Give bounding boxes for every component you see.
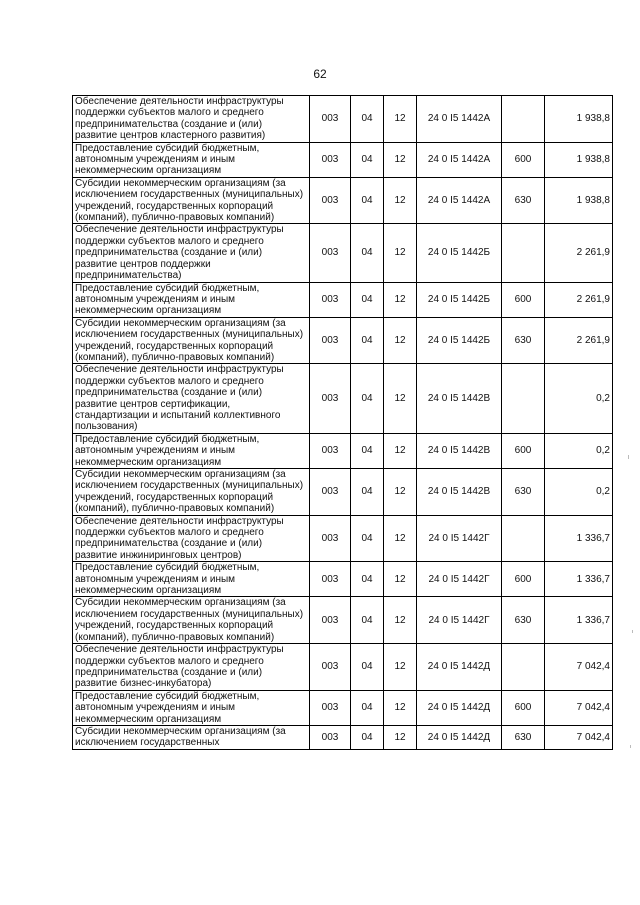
table-row xyxy=(73,469,613,516)
table-row xyxy=(73,224,613,282)
row-ved-cell: 003 xyxy=(310,433,351,468)
table-row xyxy=(73,177,613,224)
row-rz-cell: 04 xyxy=(351,597,384,644)
row-rz-cell: 04 xyxy=(351,317,384,364)
row-name-cell: Субсидии некоммерческим организациям (за исключением государственных (муниципальных) учреждений, государственных корпораций (компаний), публично-правовых компаний) xyxy=(73,177,310,224)
row-name-cell: Субсидии некоммерческим организациям (за исключением государственных (муниципальных) учреждений, государственных корпораций (компаний), публично-правовых компаний) xyxy=(73,597,310,644)
row-rz-cell: 04 xyxy=(351,644,384,691)
row-sum-cell: 1 938,8 xyxy=(545,142,613,177)
table-row xyxy=(73,142,613,177)
row-rz-cell: 04 xyxy=(351,142,384,177)
row-ved-cell: 003 xyxy=(310,364,351,433)
row-sum-cell: 2 261,9 xyxy=(545,317,613,364)
row-csr-cell: 24 0 I5 1442Г xyxy=(417,515,502,562)
table-row xyxy=(73,364,613,433)
row-csr-cell: 24 0 I5 1442Б xyxy=(417,224,502,282)
row-vr-cell xyxy=(502,96,545,143)
row-csr-cell: 24 0 I5 1442Г xyxy=(417,562,502,597)
row-csr-cell: 24 0 I5 1442Б xyxy=(417,317,502,364)
row-rz-cell: 04 xyxy=(351,469,384,516)
row-sum-cell: 7 042,4 xyxy=(545,644,613,691)
row-pr-cell: 12 xyxy=(384,597,417,644)
row-csr-cell: 24 0 I5 1442Д xyxy=(417,725,502,749)
row-sum-cell: 1 938,8 xyxy=(545,177,613,224)
row-pr-cell: 12 xyxy=(384,224,417,282)
row-vr-cell: 630 xyxy=(502,469,545,516)
scan-mark xyxy=(628,455,629,459)
row-vr-cell xyxy=(502,644,545,691)
row-vr-cell: 600 xyxy=(502,690,545,725)
table-row xyxy=(73,317,613,364)
row-sum-cell: 1 336,7 xyxy=(545,562,613,597)
row-vr-cell: 600 xyxy=(502,562,545,597)
row-name-cell: Обеспечение деятельности инфраструктуры поддержки субъектов малого и среднего предпринимательства (создание и (или) развитие инжиниринговых центров) xyxy=(73,515,310,562)
row-sum-cell: 1 938,8 xyxy=(545,96,613,143)
row-sum-cell: 1 336,7 xyxy=(545,597,613,644)
row-name-cell: Предоставление субсидий бюджетным, автономным учреждениям и иным некоммерческим организациям xyxy=(73,562,310,597)
table-row xyxy=(73,515,613,562)
row-csr-cell: 24 0 I5 1442А xyxy=(417,142,502,177)
row-csr-cell: 24 0 I5 1442В xyxy=(417,469,502,516)
row-ved-cell: 003 xyxy=(310,469,351,516)
row-pr-cell: 12 xyxy=(384,96,417,143)
row-ved-cell: 003 xyxy=(310,644,351,691)
scan-mark xyxy=(632,630,633,633)
row-sum-cell: 0,2 xyxy=(545,364,613,433)
row-sum-cell: 7 042,4 xyxy=(545,690,613,725)
row-pr-cell: 12 xyxy=(384,364,417,433)
table-row xyxy=(73,96,613,143)
table-row xyxy=(73,644,613,691)
row-rz-cell: 04 xyxy=(351,690,384,725)
table-row xyxy=(73,690,613,725)
row-vr-cell xyxy=(502,224,545,282)
row-ved-cell: 003 xyxy=(310,282,351,317)
table-row xyxy=(73,433,613,468)
row-name-cell: Обеспечение деятельности инфраструктуры поддержки субъектов малого и среднего предпринимательства (создание и (или) развитие бизнес-инкубатора) xyxy=(73,644,310,691)
row-vr-cell: 630 xyxy=(502,597,545,644)
row-vr-cell: 600 xyxy=(502,282,545,317)
row-sum-cell: 1 336,7 xyxy=(545,515,613,562)
row-rz-cell: 04 xyxy=(351,177,384,224)
row-csr-cell: 24 0 I5 1442В xyxy=(417,364,502,433)
row-rz-cell: 04 xyxy=(351,562,384,597)
row-ved-cell: 003 xyxy=(310,317,351,364)
scan-mark xyxy=(630,745,631,748)
row-sum-cell: 0,2 xyxy=(545,433,613,468)
row-pr-cell: 12 xyxy=(384,690,417,725)
row-sum-cell: 2 261,9 xyxy=(545,282,613,317)
row-ved-cell: 003 xyxy=(310,96,351,143)
row-sum-cell: 7 042,4 xyxy=(545,725,613,749)
row-csr-cell: 24 0 I5 1442Д xyxy=(417,644,502,691)
row-pr-cell: 12 xyxy=(384,515,417,562)
table-row xyxy=(73,282,613,317)
row-rz-cell: 04 xyxy=(351,282,384,317)
row-pr-cell: 12 xyxy=(384,282,417,317)
table-row xyxy=(73,597,613,644)
row-vr-cell xyxy=(502,515,545,562)
row-pr-cell: 12 xyxy=(384,644,417,691)
row-pr-cell: 12 xyxy=(384,725,417,749)
row-sum-cell: 0,2 xyxy=(545,469,613,516)
row-name-cell: Обеспечение деятельности инфраструктуры поддержки субъектов малого и среднего предпринимательства (создание и (или) развитие центров сертификации, стандартизации и испытаний коллективного пользования) xyxy=(73,364,310,433)
page-number: 62 xyxy=(313,67,327,81)
row-pr-cell: 12 xyxy=(384,177,417,224)
row-vr-cell xyxy=(502,364,545,433)
row-ved-cell: 003 xyxy=(310,597,351,644)
row-csr-cell: 24 0 I5 1442А xyxy=(417,177,502,224)
row-name-cell: Предоставление субсидий бюджетным, автономным учреждениям и иным некоммерческим организациям xyxy=(73,282,310,317)
row-ved-cell: 003 xyxy=(310,224,351,282)
row-pr-cell: 12 xyxy=(384,317,417,364)
row-pr-cell: 12 xyxy=(384,433,417,468)
row-ved-cell: 003 xyxy=(310,562,351,597)
row-name-cell: Предоставление субсидий бюджетным, автономным учреждениям и иным некоммерческим организациям xyxy=(73,142,310,177)
table-row xyxy=(73,562,613,597)
row-name-cell: Предоставление субсидий бюджетным, автономным учреждениям и иным некоммерческим организациям xyxy=(73,690,310,725)
row-vr-cell: 630 xyxy=(502,177,545,224)
row-ved-cell: 003 xyxy=(310,177,351,224)
row-vr-cell: 630 xyxy=(502,725,545,749)
row-vr-cell: 630 xyxy=(502,317,545,364)
row-csr-cell: 24 0 I5 1442Д xyxy=(417,690,502,725)
row-vr-cell: 600 xyxy=(502,433,545,468)
budget-table xyxy=(72,95,613,750)
row-csr-cell: 24 0 I5 1442В xyxy=(417,433,502,468)
row-name-cell: Субсидии некоммерческим организациям (за исключением государственных (муниципальных) учреждений, государственных корпораций (компаний), публично-правовых компаний) xyxy=(73,469,310,516)
row-name-cell: Субсидии некоммерческим организациям (за исключением государственных (муниципальных) учреждений, государственных корпораций (компаний), публично-правовых компаний) xyxy=(73,317,310,364)
row-name-cell: Субсидии некоммерческим организациям (за исключением государственных xyxy=(73,725,310,749)
row-csr-cell: 24 0 I5 1442А xyxy=(417,96,502,143)
row-rz-cell: 04 xyxy=(351,515,384,562)
row-csr-cell: 24 0 I5 1442Г xyxy=(417,597,502,644)
row-name-cell: Обеспечение деятельности инфраструктуры поддержки субъектов малого и среднего предпринимательства (создание и (или) развитие центров кластерного развития) xyxy=(73,96,310,143)
budget-table-body xyxy=(73,96,613,750)
row-ved-cell: 003 xyxy=(310,142,351,177)
row-ved-cell: 003 xyxy=(310,725,351,749)
row-rz-cell: 04 xyxy=(351,224,384,282)
row-name-cell: Обеспечение деятельности инфраструктуры поддержки субъектов малого и среднего предпринимательства (создание и (или) развитие центров поддержки предпринимательства) xyxy=(73,224,310,282)
row-csr-cell: 24 0 I5 1442Б xyxy=(417,282,502,317)
row-name-cell: Предоставление субсидий бюджетным, автономным учреждениям и иным некоммерческим организациям xyxy=(73,433,310,468)
row-pr-cell: 12 xyxy=(384,562,417,597)
row-sum-cell: 2 261,9 xyxy=(545,224,613,282)
row-vr-cell: 600 xyxy=(502,142,545,177)
row-pr-cell: 12 xyxy=(384,469,417,516)
row-rz-cell: 04 xyxy=(351,433,384,468)
row-ved-cell: 003 xyxy=(310,690,351,725)
row-rz-cell: 04 xyxy=(351,364,384,433)
row-rz-cell: 04 xyxy=(351,725,384,749)
row-rz-cell: 04 xyxy=(351,96,384,143)
table-row xyxy=(73,725,613,749)
row-pr-cell: 12 xyxy=(384,142,417,177)
row-ved-cell: 003 xyxy=(310,515,351,562)
